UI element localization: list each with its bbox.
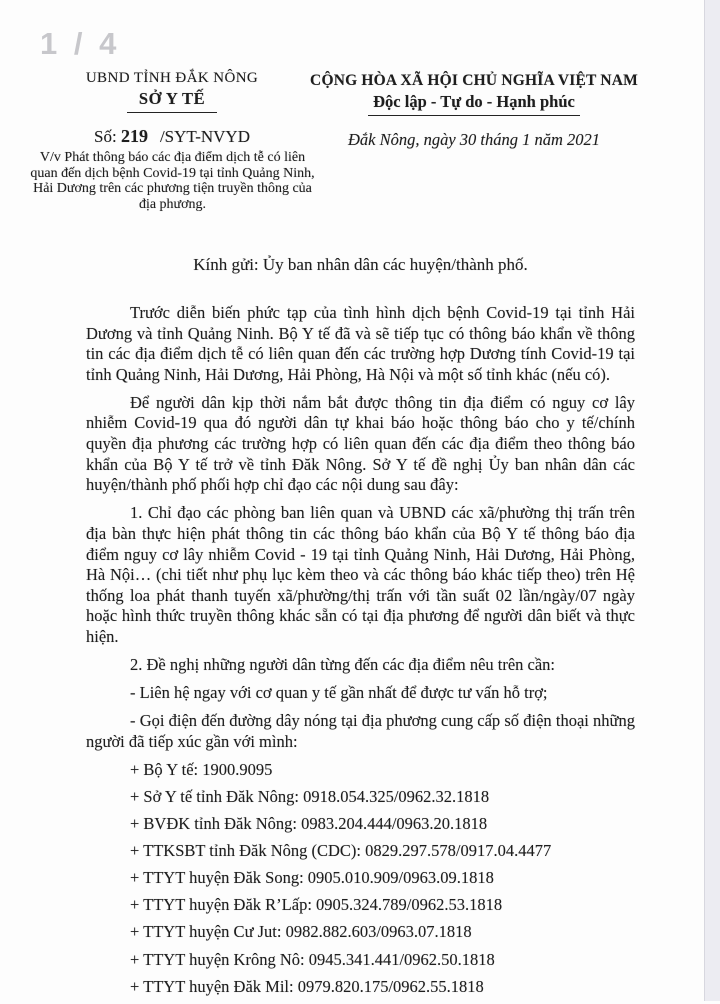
hotline-dak-song: + TTYT huyện Đăk Song: 0905.010.909/0963.09.1818 bbox=[130, 868, 494, 888]
page-number-indicator: 1 / 4 bbox=[40, 26, 121, 61]
paragraph-item-1: 1. Chỉ đạo các phòng ban liên quan và UBND các xã/phường thị trấn trên địa bàn thực hiện phát thông tin các thông báo khẩn của Bộ Y tế thông báo địa điểm nguy cơ lây nhiễm Covid - 19 tại tỉnh Quảng Ninh, Hải Dương, Hải Phòng, Hà Nội… (chi tiết như phụ lục kèm theo và các thông báo khác tiếp theo) trên Hệ thống loa phát thanh tuyến xã/phường/thị trấn với tần suất 02 lần/ngày/07 ngày hoặc hình thức truyền thông khác sẵn có tại địa phương để người dân biết và thực hiện. bbox=[86, 503, 635, 646]
department-name: SỞ Y TẾ bbox=[127, 89, 217, 113]
salutation-line: Kính gửi: Ủy ban nhân dân các huyện/thành phố. bbox=[193, 255, 528, 274]
document-number-line bbox=[22, 126, 322, 147]
hotline-provincial-health-dept: + Sở Y tế tỉnh Đăk Nông: 0918.054.325/0962.32.1818 bbox=[130, 786, 490, 806]
doc-number-suffix: /SYT-NVYD bbox=[159, 127, 250, 146]
hotline-provincial-hospital: + BVĐK tỉnh Đăk Nông: 0983.204.444/0963.20.1818 bbox=[130, 814, 488, 834]
national-header-block bbox=[300, 72, 648, 116]
national-title: CỘNG HÒA XÃ HỘI CHỦ NGHĨA VIỆT NAM bbox=[310, 72, 638, 89]
hotline-dak-rlap: + TTYT huyện Đăk R’Lấp: 0905.324.789/0962.53.1818 bbox=[130, 895, 503, 915]
doc-number-prefix: Số: bbox=[94, 127, 117, 146]
hotline-krong-no: + TTYT huyện Krông Nô: 0945.341.441/0962.50.1818 bbox=[130, 949, 495, 969]
paragraph-intro: Trước diễn biến phức tạp của tình hình dịch bệnh Covid-19 tại tỉnh Hải Dương và tỉnh Quảng Ninh. Bộ Y tế đã và sẽ tiếp tục có thông báo khẩn về thông tin các địa điểm dịch tễ có liên quan đến các trường hợp Dương tính Covid-19 tại tỉnh Quảng Ninh, Hải Dương, Hải Phòng, Hà Nội và một số tỉnh khác (nếu có). bbox=[86, 303, 635, 384]
hotline-ministry-of-health: + Bộ Y tế: 1900.9095 bbox=[130, 759, 273, 779]
paragraph-request: Để người dân kịp thời nắm bắt được thông tin địa điểm có nguy cơ lây nhiễm Covid-19 qua đó người dân tự khai báo hoặc thông báo cho y tế/chính quyền địa phương các trường hợp có liên quan đến các địa điểm theo thông báo khẩn của Bộ Y tế trở về tỉnh Đăk Nông. Sở Y tế đề nghị Ủy ban nhân dân các huyện/thành phố phối hợp chỉ đạo các nội dung sau đây: bbox=[86, 392, 635, 495]
paragraph-bullet-hotline: - Gọi điện đến đường dây nóng tại địa phương cung cấp số điện thoại những người đã tiếp xúc gần với mình: bbox=[86, 711, 635, 751]
place-and-date: Đắk Nông, ngày 30 tháng 1 năm 2021 bbox=[347, 130, 601, 149]
paragraph-bullet-contact: - Liên hệ ngay với cơ quan y tế gần nhất để được tư vấn hỗ trợ; bbox=[130, 683, 548, 703]
hotline-dak-mil: + TTYT huyện Đăk Mil: 0979.820.175/0962.55.1818 bbox=[130, 976, 484, 996]
agency-name: UBND TỈNH ĐẮK NÔNG bbox=[85, 70, 259, 86]
issuing-agency-block bbox=[22, 70, 322, 113]
document-body bbox=[86, 303, 635, 1004]
hotline-list bbox=[130, 760, 635, 997]
doc-number-value: 219 bbox=[120, 126, 148, 146]
national-motto: Độc lập - Tự do - Hạnh phúc bbox=[368, 92, 580, 116]
paragraph-item-2: 2. Đề nghị những người dân từng đến các địa điểm nêu trên cần: bbox=[130, 655, 556, 674]
scan-page-edge bbox=[704, 0, 720, 1001]
document-subject: V/v Phát thông báo các địa điểm dịch tễ có liên quan đến dịch bệnh Covid-19 tại tỉnh Quảng Ninh, Hải Dương trên các phương tiện truyền thông của địa phương. bbox=[30, 150, 315, 212]
hotline-cdc: + TTKSBT tỉnh Đăk Nông (CDC): 0829.297.578/0917.04.4477 bbox=[130, 841, 552, 861]
hotline-cu-jut: + TTYT huyện Cư Jut: 0982.882.603/0963.07.1818 bbox=[130, 922, 472, 942]
